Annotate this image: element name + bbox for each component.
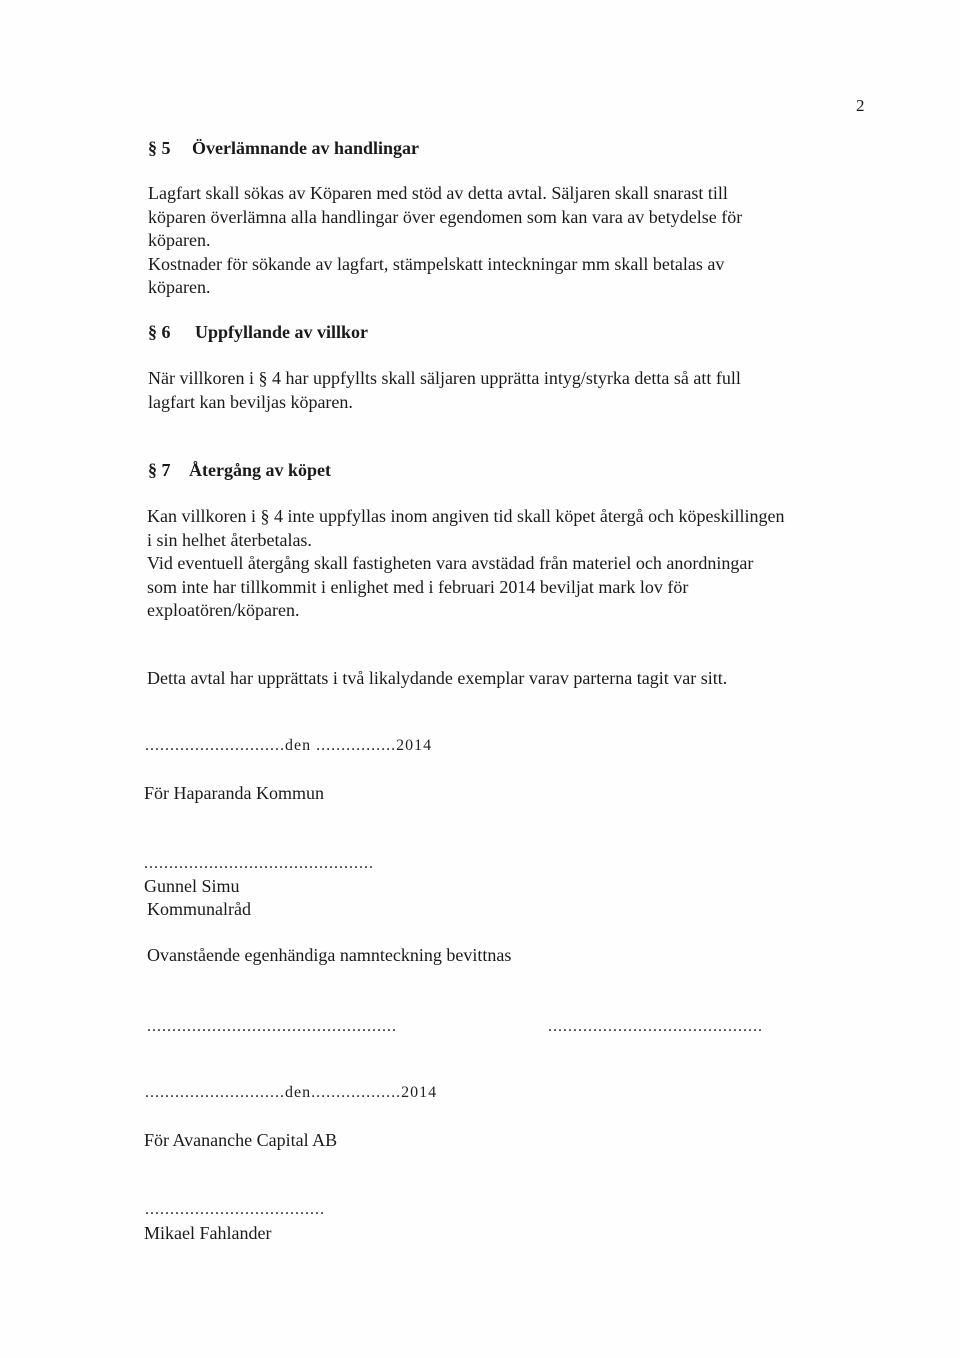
section-5-body	[148, 182, 742, 300]
section-6-number: § 6	[148, 322, 171, 342]
section-6-line: När villkoren i § 4 har uppfyllts skall säljaren upprätta intyg/styrka detta så att full	[148, 368, 741, 388]
signature-line: ....................................	[145, 1201, 325, 1218]
signatory-title: Kommunalråd	[147, 899, 251, 919]
section-5-line: köparen överlämna alla handlingar över egendomen som kan vara av betydelse för	[148, 206, 743, 227]
section-5-line: köparen.	[148, 230, 211, 250]
section-6-line: lagfart kan beviljas köparen.	[148, 391, 353, 412]
section-6-title: Uppfyllande av villkor	[195, 322, 369, 342]
signatory-name: Mikael Fahlander	[144, 1223, 272, 1243]
section-5-line: Lagfart skall sökas av Köparen med stöd av detta avtal. Säljaren skall snarast till	[148, 183, 728, 203]
section-6-body	[148, 367, 741, 414]
party-avananche-capital: För Avananche Capital AB	[144, 1130, 338, 1150]
page-number: 2	[856, 96, 865, 115]
closing-statement: Detta avtal har upprättats i två likalydande exemplar varav parterna tagit var sitt.	[147, 668, 728, 688]
section-7-line: exploatören/köparen.	[147, 600, 300, 620]
signatory-name: Gunnel Simu	[144, 876, 240, 896]
section-7-line: Kan villkoren i § 4 inte uppfyllas inom angiven tid skall köpet återgå och köpeskillingen	[147, 506, 785, 526]
section-7-line: i sin helhet återbetalas.	[147, 529, 312, 550]
section-7-line: som inte har tillkommit i enlighet med i februari 2014 beviljat mark lov för	[147, 576, 689, 597]
witness-signature-line: ...........................................	[548, 1018, 763, 1035]
section-5-heading	[148, 138, 419, 159]
section-5-number: § 5	[148, 138, 171, 158]
signature-line: ..............................................	[144, 855, 374, 872]
witness-statement: Ovanstående egenhändiga namnteckning bevittnas	[147, 945, 512, 965]
section-5-line: köparen.	[148, 277, 211, 297]
section-7-heading	[148, 460, 331, 481]
section-7-line: Vid eventuell återgång skall fastigheten vara avstädad från materiel och anordningar	[147, 553, 754, 573]
section-6-heading	[148, 322, 368, 343]
date-line: ............................den..................2014	[145, 1084, 438, 1101]
section-7-number: § 7	[148, 460, 171, 480]
party-haparanda-kommun: För Haparanda Kommun	[144, 783, 324, 803]
witness-signature-line: ..................................................	[147, 1018, 397, 1035]
section-7-body	[147, 505, 785, 623]
section-7-title: Återgång av köpet	[189, 460, 331, 480]
section-5-line: Kostnader för sökande av lagfart, stämpelskatt inteckningar mm skall betalas av	[148, 253, 725, 274]
date-line: ............................den ................2014	[145, 737, 433, 754]
section-5-title: Överlämnande av handlingar	[192, 138, 420, 158]
